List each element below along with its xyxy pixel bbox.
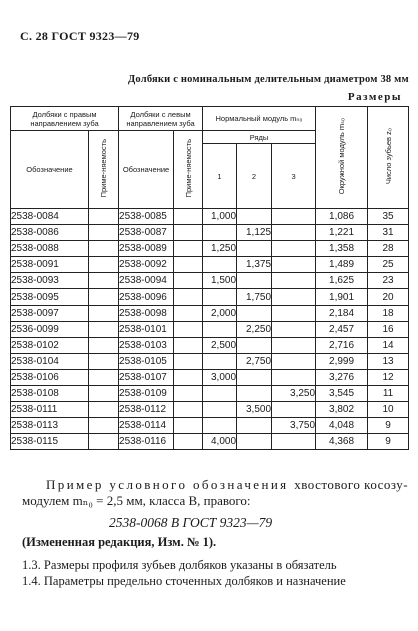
teeth-count-cell: 23 — [368, 273, 409, 289]
designation-right-cell: 2538-0091 — [11, 257, 89, 273]
module-row-2-cell — [237, 418, 272, 434]
outer-module-cell: 1,901 — [316, 289, 368, 305]
teeth-count-cell: 16 — [368, 321, 409, 337]
header-teeth-cell — [368, 107, 409, 209]
header-row-2: 2 — [237, 144, 272, 209]
module-row-2-cell — [237, 369, 272, 385]
designation-right-cell: 2538-0115 — [11, 434, 89, 450]
table-row — [11, 241, 409, 257]
table-row — [11, 273, 409, 289]
outer-module-cell: 1,489 — [316, 257, 368, 273]
table-row — [11, 402, 409, 418]
outer-module-cell: 2,184 — [316, 305, 368, 321]
header-right-cutters: Долбяки с правым направлением зуба — [11, 107, 119, 131]
teeth-count-cell: 28 — [368, 241, 409, 257]
module-row-1-cell — [203, 353, 237, 369]
module-row-3-cell — [272, 289, 316, 305]
designation-right-cell: 2538-0106 — [11, 369, 89, 385]
table-row — [11, 434, 409, 450]
header-row-3: 3 — [272, 144, 316, 209]
outer-module-cell: 3,802 — [316, 402, 368, 418]
module-row-2-cell — [237, 273, 272, 289]
module-row-2-cell: 2,750 — [237, 353, 272, 369]
applicability-left-cell — [174, 353, 203, 369]
applicability-right-cell — [89, 321, 119, 337]
header-left-cutters: Долбяки с левым направлением зуба — [119, 107, 203, 131]
module-row-1-cell: 2,000 — [203, 305, 237, 321]
table-row — [11, 337, 409, 353]
header-applicability-left: Приме-няемость — [183, 139, 193, 198]
header-designation-right: Обозначение — [11, 131, 89, 209]
designation-right-cell: 2538-0113 — [11, 418, 89, 434]
designation-left-cell: 2538-0087 — [119, 225, 174, 241]
applicability-left-cell — [174, 209, 203, 225]
designation-right-cell: 2538-0102 — [11, 337, 89, 353]
designation-right-cell: 2538-0111 — [11, 402, 89, 418]
example-line-1 — [46, 477, 408, 493]
table-row — [11, 289, 409, 305]
outer-module-cell: 4,048 — [316, 418, 368, 434]
designation-left-cell: 2538-0092 — [119, 257, 174, 273]
designation-left-cell: 2538-0109 — [119, 386, 174, 402]
module-row-3-cell — [272, 209, 316, 225]
module-row-2-cell: 1,375 — [237, 257, 272, 273]
example-designation: 2538-0068 В ГОСТ 9323—79 — [109, 515, 273, 530]
teeth-count-cell: 18 — [368, 305, 409, 321]
paragraph-1-4: 1.4. Параметры предельно сточенных долбяков и назначение — [22, 574, 346, 588]
designation-left-cell: 2538-0089 — [119, 241, 174, 257]
module-row-2-cell: 3,500 — [237, 402, 272, 418]
table-caption: Долбяки с номинальным делительным диаметром 38 мм — [128, 74, 409, 85]
designation-left-cell: 2538-0114 — [119, 418, 174, 434]
applicability-right-cell — [89, 402, 119, 418]
paragraph-1-3: 1.3. Размеры профиля зубьев долбяков указаны в обязатель — [22, 558, 337, 572]
module-row-3-cell — [272, 337, 316, 353]
module-row-2-cell — [237, 337, 272, 353]
example-line-1-rest: хвостового косозу- — [294, 477, 409, 492]
applicability-right-cell — [89, 273, 119, 289]
outer-module-cell: 1,221 — [316, 225, 368, 241]
teeth-count-cell: 31 — [368, 225, 409, 241]
applicability-right-cell — [89, 241, 119, 257]
header-row-1: 1 — [203, 144, 237, 209]
applicability-left-cell — [174, 305, 203, 321]
table-row — [11, 386, 409, 402]
module-row-2-cell — [237, 241, 272, 257]
module-row-1-cell — [203, 418, 237, 434]
teeth-count-cell: 25 — [368, 257, 409, 273]
module-row-2-cell: 2,250 — [237, 321, 272, 337]
designation-left-cell: 2538-0103 — [119, 337, 174, 353]
module-row-3-cell — [272, 353, 316, 369]
amendment-note: (Измененная редакция, Изм. № 1). — [22, 535, 217, 549]
teeth-count-cell: 9 — [368, 434, 409, 450]
example-heading: Пример условного обозначения — [46, 477, 289, 492]
module-row-2-cell — [237, 305, 272, 321]
designation-left-cell: 2538-0112 — [119, 402, 174, 418]
module-row-1-cell: 3,000 — [203, 369, 237, 385]
module-row-1-cell: 1,500 — [203, 273, 237, 289]
module-row-3-cell — [272, 257, 316, 273]
table-row — [11, 305, 409, 321]
module-row-1-cell: 4,000 — [203, 434, 237, 450]
designation-left-cell: 2538-0101 — [119, 321, 174, 337]
designation-right-cell: 2538-0084 — [11, 209, 89, 225]
applicability-left-cell — [174, 369, 203, 385]
designation-left-cell: 2538-0116 — [119, 434, 174, 450]
designation-right-cell: 2538-0095 — [11, 289, 89, 305]
outer-module-cell: 1,086 — [316, 209, 368, 225]
module-row-1-cell: 2,500 — [203, 337, 237, 353]
teeth-count-cell: 20 — [368, 289, 409, 305]
module-row-2-cell — [237, 209, 272, 225]
module-row-1-cell — [203, 289, 237, 305]
page-header: С. 28 ГОСТ 9323—79 — [20, 29, 140, 43]
header-designation-left: Обозначение — [119, 131, 174, 209]
applicability-right-cell — [89, 434, 119, 450]
header-outer-module-cell — [316, 107, 368, 209]
designation-right-cell: 2538-0088 — [11, 241, 89, 257]
module-row-3-cell — [272, 225, 316, 241]
applicability-left-cell — [174, 225, 203, 241]
applicability-left-cell — [174, 434, 203, 450]
applicability-left-cell — [174, 402, 203, 418]
designation-right-cell: 2538-0093 — [11, 273, 89, 289]
applicability-right-cell — [89, 353, 119, 369]
header-applicability-right: Приме-няемость — [99, 139, 108, 198]
header-normal-module: Нормальный модуль mₙ₀ — [203, 107, 316, 131]
outer-module-cell: 1,625 — [316, 273, 368, 289]
table-row — [11, 369, 409, 385]
outer-module-cell: 3,545 — [316, 386, 368, 402]
designation-left-cell: 2538-0094 — [119, 273, 174, 289]
module-row-3-cell: 3,250 — [272, 386, 316, 402]
applicability-right-cell — [89, 209, 119, 225]
applicability-right-cell — [89, 337, 119, 353]
module-row-3-cell — [272, 434, 316, 450]
designation-left-cell: 2538-0105 — [119, 353, 174, 369]
module-row-3-cell — [272, 241, 316, 257]
module-row-3-cell — [272, 273, 316, 289]
header-outer-module: Окружной модуль mₛ₀ — [337, 118, 347, 195]
designation-right-cell: 2538-0086 — [11, 225, 89, 241]
module-row-3-cell — [272, 369, 316, 385]
teeth-count-cell: 11 — [368, 386, 409, 402]
module-row-3-cell — [272, 402, 316, 418]
designation-left-cell: 2538-0085 — [119, 209, 174, 225]
header-applicability-left-cell — [174, 131, 203, 209]
header-rows: Ряды — [203, 131, 316, 144]
header-applicability-right-cell — [89, 131, 119, 209]
applicability-right-cell — [89, 257, 119, 273]
outer-module-cell: 2,457 — [316, 321, 368, 337]
table-row — [11, 418, 409, 434]
applicability-left-cell — [174, 257, 203, 273]
outer-module-cell: 1,358 — [316, 241, 368, 257]
designation-right-cell: 2538-0108 — [11, 386, 89, 402]
applicability-left-cell — [174, 241, 203, 257]
module-row-2-cell — [237, 434, 272, 450]
applicability-right-cell — [89, 305, 119, 321]
module-row-1-cell — [203, 321, 237, 337]
applicability-right-cell — [89, 386, 119, 402]
outer-module-cell: 3,276 — [316, 369, 368, 385]
applicability-left-cell — [174, 418, 203, 434]
header-teeth: Число зубьев z₀ — [383, 128, 393, 185]
applicability-right-cell — [89, 418, 119, 434]
module-row-3-cell — [272, 305, 316, 321]
applicability-right-cell — [89, 369, 119, 385]
module-row-2-cell: 1,750 — [237, 289, 272, 305]
applicability-right-cell — [89, 289, 119, 305]
outer-module-cell: 2,999 — [316, 353, 368, 369]
applicability-left-cell — [174, 273, 203, 289]
table-row — [11, 209, 409, 225]
teeth-count-cell: 12 — [368, 369, 409, 385]
table-row — [11, 257, 409, 273]
applicability-left-cell — [174, 321, 203, 337]
module-row-1-cell — [203, 402, 237, 418]
applicability-left-cell — [174, 289, 203, 305]
designation-right-cell: 2536-0099 — [11, 321, 89, 337]
table-row — [11, 353, 409, 369]
module-row-2-cell — [237, 386, 272, 402]
designation-left-cell: 2538-0107 — [119, 369, 174, 385]
teeth-count-cell: 9 — [368, 418, 409, 434]
module-row-1-cell — [203, 225, 237, 241]
table-row — [11, 321, 409, 337]
outer-module-cell: 2,716 — [316, 337, 368, 353]
designation-left-cell: 2538-0096 — [119, 289, 174, 305]
teeth-count-cell: 14 — [368, 337, 409, 353]
table-row — [11, 225, 409, 241]
teeth-count-cell: 10 — [368, 402, 409, 418]
module-row-1-cell — [203, 257, 237, 273]
applicability-left-cell — [174, 386, 203, 402]
module-row-1-cell — [203, 386, 237, 402]
designation-right-cell: 2538-0104 — [11, 353, 89, 369]
outer-module-cell: 4,368 — [316, 434, 368, 450]
teeth-count-cell: 13 — [368, 353, 409, 369]
module-row-3-cell — [272, 321, 316, 337]
module-row-1-cell: 1,250 — [203, 241, 237, 257]
teeth-count-cell: 35 — [368, 209, 409, 225]
module-row-2-cell: 1,125 — [237, 225, 272, 241]
module-row-3-cell: 3,750 — [272, 418, 316, 434]
example-line-2: модулем mₙ₀ = 2,5 мм, класса В, правого: — [22, 493, 251, 508]
cutter-table — [10, 106, 409, 450]
applicability-left-cell — [174, 337, 203, 353]
applicability-right-cell — [89, 225, 119, 241]
sizes-label: Размеры — [347, 91, 402, 103]
designation-right-cell: 2538-0097 — [11, 305, 89, 321]
module-row-1-cell: 1,000 — [203, 209, 237, 225]
designation-left-cell: 2538-0098 — [119, 305, 174, 321]
